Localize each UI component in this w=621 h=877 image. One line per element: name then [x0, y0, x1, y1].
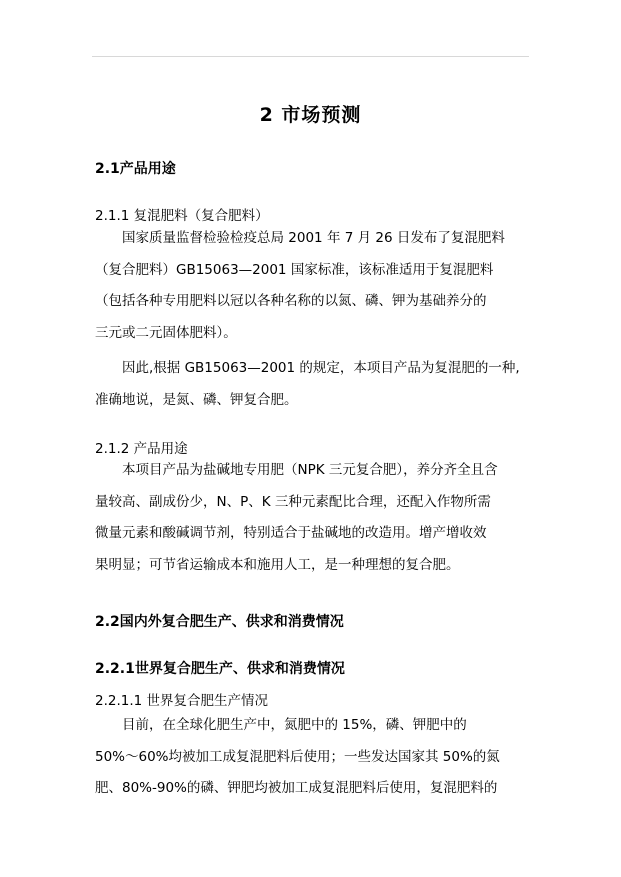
text-line: 因此,根据 GB15063—2001 的规定，本项目产品为复混肥的一种, [122, 360, 520, 376]
subsection-heading-2-1-1: 2.1.1 复混肥料（复合肥料） [95, 208, 269, 224]
paragraph-2-2-1-1 [95, 710, 535, 805]
text-line: 肥、80%-90%的磷、钾肥均被加工成复混肥料后使用，复混肥料的 [95, 780, 498, 796]
section-heading-2-2: 2.2国内外复合肥生产、供求和消费情况 [95, 614, 344, 630]
subsection-heading-2-1-2: 2.1.2 产品用途 [95, 441, 188, 457]
subsection-heading-2-2-1: 2.2.1世界复合肥生产、供求和消费情况 [95, 661, 345, 677]
text-line: 国家质量监督检验检疫总局 2001 年 7 月 26 日发布了复混肥料 [122, 230, 505, 246]
text-line: 微量元素和酸碱调节剂，特别适合于盐碱地的改造用。增产增收效 [95, 525, 487, 541]
text-line: （包括各种专用肥料以冠以各种名称的以氮、磷、钾为基础养分的 [95, 293, 487, 309]
text-line: （复合肥料）GB15063—2001 国家标准，该标准适用于复混肥料 [95, 261, 494, 278]
section-heading-2-1: 2.1产品用途 [95, 161, 176, 177]
paragraph-2-1-1-b [95, 353, 535, 416]
paragraph-2-1-1-a [95, 223, 535, 349]
paragraph-2-1-2 [95, 455, 535, 581]
text-line: 果明显；可节省运输成本和施用人工，是一种理想的复合肥。 [95, 556, 460, 573]
text-line: 量较高、副成份少，N、P、K 三种元素配比合理，还配入作物所需 [95, 493, 491, 510]
subsubsection-heading-2-2-1-1: 2.2.1.1 世界复合肥生产情况 [95, 693, 269, 709]
text-line: 50%～60%均被加工成复混肥料后使用；一些发达国家其 50%的氮 [95, 748, 500, 765]
text-line: 本项目产品为盐碱地专用肥（NPK 三元复合肥），养分齐全且含 [122, 462, 498, 478]
header-rule [92, 56, 529, 57]
text-line: 准确地说，是氮、磷、钾复合肥。 [95, 391, 298, 408]
text-line: 三元或二元固体肥料）。 [95, 324, 237, 341]
text-line: 目前，在全球化肥生产中，氮肥中的 15%，磷、钾肥中的 [122, 717, 467, 733]
chapter-title: 2 市场预测 [259, 104, 362, 126]
